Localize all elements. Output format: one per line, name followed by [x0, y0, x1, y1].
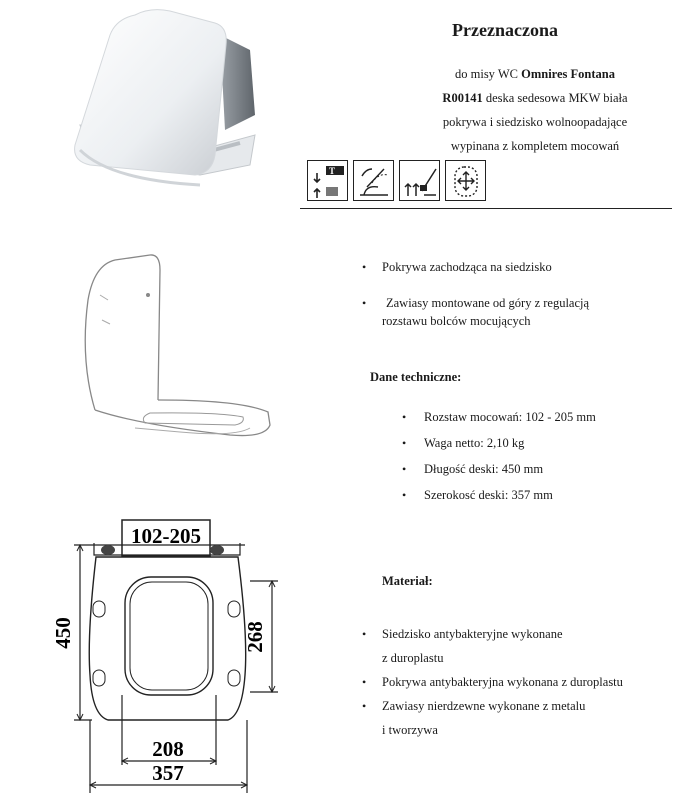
product-photo — [50, 5, 280, 195]
material-text: z duroplastu — [382, 651, 444, 665]
bullet: • — [362, 260, 367, 274]
list-item — [362, 258, 589, 276]
feature-icons — [307, 160, 486, 201]
quick-release-icon — [399, 160, 440, 201]
material-text: Pokrywa antybakteryjna wykonana z duroplastu — [382, 675, 623, 689]
inner-width-label: 208 — [152, 737, 184, 761]
spec-text: Waga netto: 2,10 kg — [424, 436, 525, 450]
dimension-drawing — [40, 515, 300, 800]
divider — [300, 208, 672, 209]
model-name: Omnires Fontana — [521, 67, 615, 81]
feature-text: Zawiasy montowane od góry z regulacją — [386, 296, 590, 310]
adjustable-hinge-icon — [307, 160, 348, 201]
list-item — [402, 430, 596, 456]
bullet: • — [402, 488, 407, 502]
feature-text: Pokrywa zachodząca na siedzisko — [382, 260, 552, 274]
technical-list — [402, 404, 596, 508]
length-label: 450 — [51, 617, 75, 649]
features-list — [362, 258, 589, 330]
product-description — [395, 62, 675, 158]
list-item — [362, 294, 589, 312]
list-item — [362, 670, 623, 694]
desc-text: pokrywa i siedzisko wolnoopadające — [442, 115, 628, 129]
material-text: Siedzisko antybakteryjne wykonane — [382, 627, 563, 641]
desc-text: do misy WC — [455, 67, 522, 81]
inner-length-label: 268 — [243, 621, 267, 653]
desc-text: deska sedesowa MKW biała — [482, 91, 628, 105]
bullet: • — [402, 462, 407, 476]
desc-text: wypinana z kompletem mocowań — [450, 139, 620, 153]
bullet: • — [362, 296, 367, 310]
list-item — [362, 694, 623, 718]
hinge-spacing-label: 102-205 — [131, 524, 201, 548]
product-code: R00141 — [442, 91, 483, 105]
width-label: 357 — [152, 761, 184, 785]
bullet: • — [362, 675, 367, 689]
material-heading: Materiał: — [382, 574, 433, 588]
bullet: • — [362, 627, 367, 641]
side-view-drawing — [60, 240, 290, 465]
feature-text: rozstawu bolców mocujących — [382, 314, 531, 328]
material-list — [362, 622, 623, 742]
material-text: Zawiasy nierdzewne wykonane z metalu — [382, 699, 586, 713]
bullet: • — [402, 410, 407, 424]
bullet: • — [402, 436, 407, 450]
list-item — [362, 622, 623, 646]
spec-text: Długość deski: 450 mm — [424, 462, 544, 476]
page-title: Przeznaczona — [452, 20, 558, 40]
spec-text: Rozstaw mocowań: 102 - 205 mm — [424, 410, 596, 424]
spec-text: Szerokosć deski: 357 mm — [424, 488, 553, 502]
list-item — [402, 456, 596, 482]
list-item — [402, 482, 596, 508]
bullet: • — [362, 699, 367, 713]
antibacterial-seat-icon — [445, 160, 486, 201]
list-item — [402, 404, 596, 430]
technical-heading: Dane techniczne: — [370, 370, 462, 384]
material-text: i tworzywa — [382, 723, 438, 737]
svg-text:T: T — [329, 166, 336, 176]
soft-close-icon — [353, 160, 394, 201]
